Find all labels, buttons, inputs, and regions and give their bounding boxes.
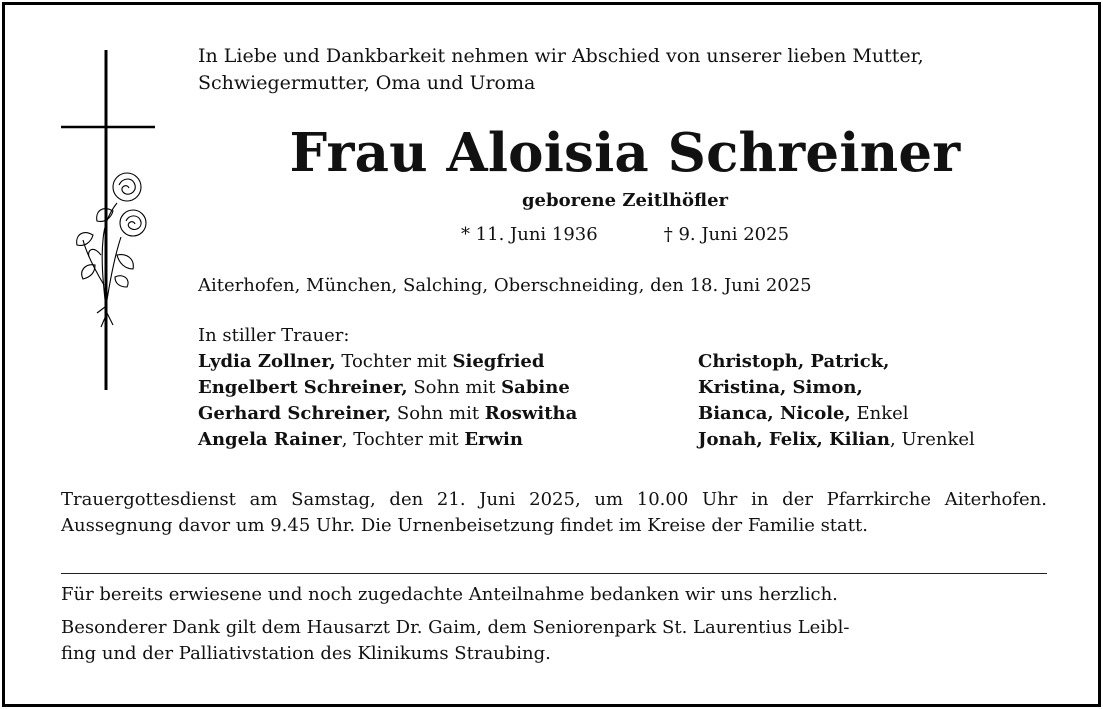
mourner-name: Gerhard Schreiner, <box>198 403 392 424</box>
birth-date: * 11. Juni 1936 <box>460 224 598 245</box>
deceased-name: Frau Aloisia Schreiner <box>289 122 961 184</box>
grandchildren-suffix: , Urenkel <box>890 429 975 450</box>
intro-line-2: Schwiegermutter, Oma und Uroma <box>198 72 536 94</box>
grandchildren-row <box>698 349 975 375</box>
maiden-name: geborene Zeitlhöfler <box>521 190 729 211</box>
mourner-row <box>198 349 577 375</box>
grandchildren-row <box>698 401 975 427</box>
mourner-relation: , Tochter mit <box>341 429 465 450</box>
mourner-row <box>198 401 577 427</box>
mourner-row <box>198 375 577 401</box>
mourner-name: Lydia Zollner, <box>198 351 336 372</box>
grandchildren-names: Jonah, Felix, Kilian <box>698 429 890 450</box>
grandchildren-names: Christoph, Patrick, <box>698 351 890 372</box>
life-dates <box>125 222 1103 248</box>
special-thanks-line-1: Besonderer Dank gilt dem Hausarzt Dr. Gaim, dem Seniorenpark St. Laurentius Leibl- <box>61 617 850 638</box>
grandchildren-names: Bianca, Nicole, <box>698 403 851 424</box>
mourner-row <box>198 427 577 453</box>
special-thanks <box>61 615 1047 667</box>
death-date: † 9. Juni 2025 <box>663 224 790 245</box>
mourner-name: Angela Rainer <box>198 429 342 450</box>
intro-text <box>198 43 1068 97</box>
service-info: Trauergottesdienst am Samstag, den 21. Juni 2025, um 10.00 Uhr in der Pfarrkirche Aiterhofen. Aussegnung davor um 9.45 Uhr. Die Urnenbeisetzung findet im Kreise der Familie statt. <box>61 489 1047 536</box>
mourner-partner: Sabine <box>501 377 570 398</box>
mourner-relation: Tochter mit <box>335 351 453 372</box>
mourner-partner: Erwin <box>464 429 523 450</box>
mourners-list <box>198 349 577 453</box>
divider <box>61 573 1047 574</box>
grandchildren-row <box>698 427 975 453</box>
grandchildren-suffix: Enkel <box>850 403 909 424</box>
grandchildren-row <box>698 375 975 401</box>
thanks-text: Für bereits erwiesene und noch zugedachte Anteilnahme bedanken wir uns herzlich. <box>61 584 838 605</box>
obituary-notice <box>2 2 1101 707</box>
grandchildren-list <box>698 349 975 453</box>
places-and-date: Aiterhofen, München, Salching, Oberschneiding, den 18. Juni 2025 <box>198 275 812 296</box>
mourners-label: In stiller Trauer: <box>198 325 350 346</box>
mourner-relation: Sohn mit <box>391 403 485 424</box>
cross-with-roses-icon <box>57 45 157 395</box>
mourner-name: Engelbert Schreiner, <box>198 377 408 398</box>
special-thanks-line-2: fing und der Palliativstation des Klinikums Straubing. <box>61 643 551 664</box>
mourner-relation: Sohn mit <box>407 377 502 398</box>
mourner-partner: Siegfried <box>452 351 545 372</box>
mourner-partner: Roswitha <box>484 403 578 424</box>
intro-line-1: In Liebe und Dankbarkeit nehmen wir Abschied von unserer lieben Mutter, <box>198 45 924 67</box>
grandchildren-names: Kristina, Simon, <box>698 377 863 398</box>
